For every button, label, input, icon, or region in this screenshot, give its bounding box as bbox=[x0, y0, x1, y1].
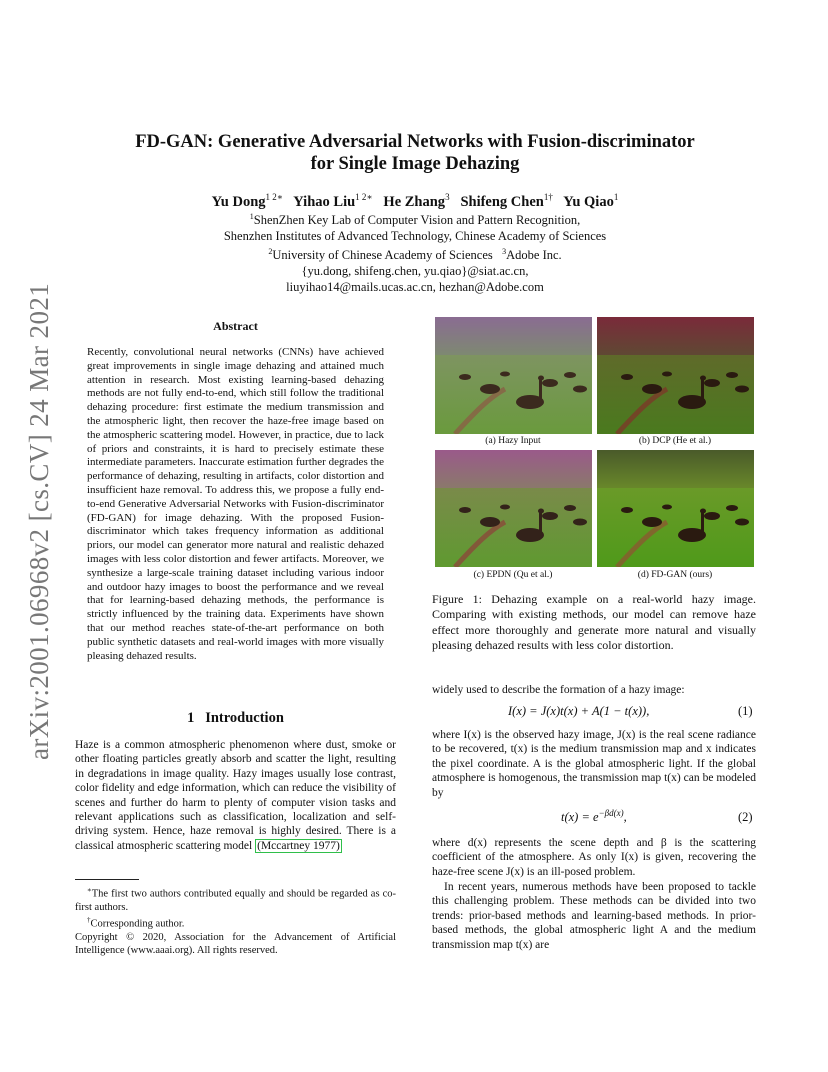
introduction-text: Haze is a common atmospheric phenomenon where dust, smoke or other floating particles greatly absorb and scatter the light, resulting in degradations in image quality. Hazy images usually lose contrast, color fidelity and edge information, which can reduce the visibility of scenes and further do harm to plenty of computer vision tasks and relevant applications such as classification, localization and self-driving system. Hence, haze removal is highly desired. There is a classical atmospheric scattering model bbox=[75, 739, 396, 852]
introduction-body bbox=[75, 738, 396, 853]
author-list bbox=[60, 192, 770, 211]
goose-scene-image bbox=[597, 450, 754, 567]
footnote-rule bbox=[75, 879, 139, 880]
section-number: 1 bbox=[187, 710, 195, 726]
equation-2-tail: , bbox=[623, 810, 627, 825]
author-mark: 1 2∗ bbox=[265, 192, 283, 202]
author-name: Yihao Liu bbox=[293, 193, 356, 210]
affil-line-3a: University of Chinese Academy of Sciences bbox=[272, 248, 493, 263]
copyright-notice: Copyright © 2020, Association for the Advancement of Artificial Intelligence (www.aaai.org). All rights reserved. bbox=[75, 931, 396, 956]
figure-panel-hazy-input bbox=[435, 317, 592, 434]
affil-mark: 3 bbox=[502, 247, 507, 257]
right-paragraph-1: where I(x) is the observed hazy image, J(x) is the real scene radiance to be recovered, t(x) is the medium transmission map and x indicates the pixel coordinate. A is the global atmospheric light. If the global atmosphere is homogenous, the transmission map t(x) can be modeled by bbox=[432, 729, 756, 799]
footnote-mark: † bbox=[87, 915, 91, 924]
right-paragraph-2: where d(x) represents the scene depth and β is the scattering coefficient of the atmosphere. As only I(x) is given, recovering the haze-free scene J(x) is an ill-posed problem. bbox=[432, 837, 756, 878]
affil-line-2: Shenzhen Institutes of Advanced Technology, Chinese Academy of Sciences bbox=[223, 229, 607, 244]
equation-1-number: (1) bbox=[738, 704, 753, 718]
affil-line-1: ShenZhen Key Lab of Computer Vision and Pattern Recognition, bbox=[253, 213, 581, 228]
footnotes bbox=[75, 884, 396, 957]
author-name: Shifeng Chen bbox=[460, 193, 544, 210]
right-lead-text: widely used to describe the formation of a hazy image: bbox=[432, 684, 685, 696]
figure-caption: Figure 1: Dehazing example on a real-world hazy image. Comparing with existing methods, our model can remove haze effect more thoroughly and generate more natural and visually pleasing dehazed results with less color distortion. bbox=[432, 592, 756, 653]
author-mark: 3 bbox=[445, 192, 450, 202]
affil-line-3b: Adobe Inc. bbox=[506, 248, 562, 263]
footnote-mark: ∗ bbox=[87, 886, 92, 894]
equation-2-number: (2) bbox=[738, 810, 753, 824]
author-name: Yu Qiao bbox=[563, 193, 614, 210]
subcaption-b: (b) DCP (He et al.) bbox=[638, 436, 712, 446]
section-title: Introduction bbox=[205, 710, 284, 726]
figure-panel-dcp bbox=[597, 317, 754, 434]
goose-scene-image bbox=[435, 317, 592, 434]
section-heading-introduction bbox=[75, 710, 396, 727]
affil-mark: 2 bbox=[268, 247, 273, 257]
figure-panel-epdn bbox=[435, 450, 592, 567]
goose-scene-image bbox=[597, 317, 754, 434]
affiliations bbox=[60, 209, 770, 295]
subcaption-c: (c) EPDN (Qu et al.) bbox=[473, 570, 553, 580]
figure-panel-fdgan bbox=[597, 450, 754, 567]
equation-2 bbox=[561, 808, 627, 825]
arxiv-identifier: arXiv:2001.06968v2 [cs.CV] 24 Mar 2021 bbox=[24, 282, 54, 760]
abstract-body: Recently, convolutional neural networks (CNNs) have achieved great improvements in single image dehazing and attained much attention in research. Most existing learning-based dehazing methods are not fully end-to-end, which still follow the traditional dehazing procedure: first estimate the medium transmission and the atmospheric light, then recover the haze-free image based on the atmospheric scattering model. However, in practice, due to lack of priors and constraints, it is hard to precisely estimate these intermediate parameters. Inaccurate estimation further degrades the performance of dehazing, resulting in artifacts, color distortion and insufficient haze removal. To address this, we propose a fully end-to-end Generative Adversarial Networks with Fusion-discriminator (FD-GAN) for image dehazing. With the proposed Fusion-discriminator which takes frequency information as additional priors, our model can generator more natural and realistic dehazed images with less color distortion and fewer artifacts. Moreover, we synthesize a large-scale training dataset including various indoor and outdoor hazy images to boost the performance and we reveal that for learning-based dehazing methods, the performance is strictly influenced by the training data. Experiments have shown that our method reaches state-of-the-art performance on both public synthetic datasets and real-world images with more visually pleasing dehazed results. bbox=[87, 346, 384, 662]
author-name: He Zhang bbox=[383, 193, 446, 210]
paper-title bbox=[60, 131, 770, 175]
author-mark: 1† bbox=[543, 192, 553, 202]
citation-link[interactable]: (Mccartney 1977) bbox=[257, 839, 340, 852]
affil-emails-1: {yu.dong, shifeng.chen, yu.qiao}@siat.ac.cn, bbox=[301, 264, 529, 279]
subcaption-d: (d) FD-GAN (ours) bbox=[637, 570, 713, 580]
author-name: Yu Dong bbox=[211, 193, 266, 210]
equation-2-lhs: t(x) = e bbox=[561, 810, 599, 825]
author-mark: 1 2∗ bbox=[355, 192, 373, 202]
equation-1: I(x) = J(x)t(x) + A(1 − t(x)), bbox=[508, 704, 650, 718]
author-mark: 1 bbox=[613, 192, 619, 202]
abstract-heading: Abstract bbox=[213, 319, 258, 333]
right-paragraph-3: In recent years, numerous methods have been proposed to tackle this challenging problem. These methods can be divided into two trends: prior-based methods and learning-based methods. In prior-based methods, the global atmospheric light A and the medium transmission map t(x) are bbox=[432, 881, 756, 951]
equation-2-exponent: −βd(x) bbox=[598, 808, 624, 818]
affil-mark: 1 bbox=[249, 212, 254, 221]
footnote-1: The first two authors contributed equally and should be regarded as co-first authors. bbox=[75, 888, 396, 913]
footnote-2: Corresponding author. bbox=[90, 918, 185, 930]
affil-emails-2: liuyihao14@mails.ucas.ac.cn, hezhan@Adobe.com bbox=[286, 280, 544, 295]
goose-scene-image bbox=[435, 450, 592, 567]
title-line-1: FD-GAN: Generative Adversarial Networks with Fusion-discriminator bbox=[135, 132, 695, 152]
title-line-2: for Single Image Dehazing bbox=[310, 154, 520, 174]
subcaption-a: (a) Hazy Input bbox=[485, 436, 541, 446]
